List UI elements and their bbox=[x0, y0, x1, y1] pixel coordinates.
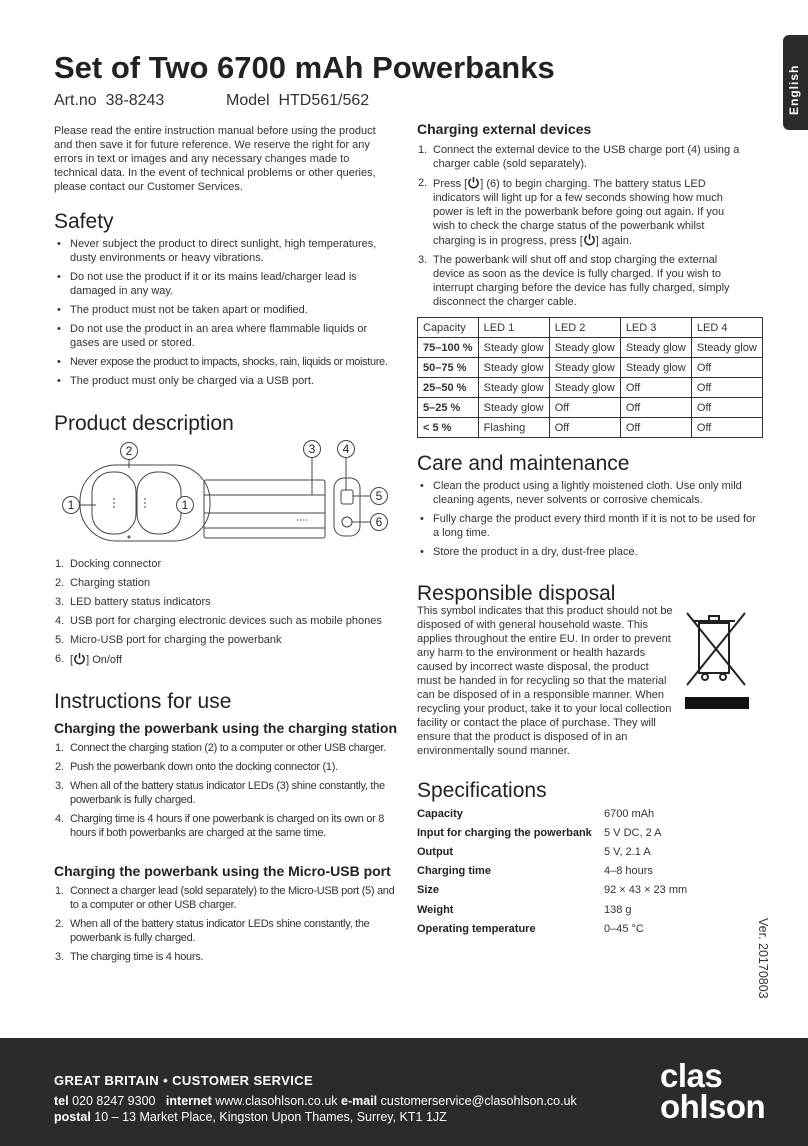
list-item: 3. When all of the battery status indicator LEDs (3) shine constantly, the powerbank is fully charged. bbox=[55, 780, 385, 806]
list-item: 3. The powerbank will shut off and stop charging the external device as soon as the device is fully charged. If you wish to interrupt charging before the device has fully charged, simply disconnect the charger cable. bbox=[418, 254, 730, 308]
callout-label: 4 bbox=[342, 442, 350, 456]
table-row bbox=[418, 418, 763, 438]
table-row bbox=[418, 378, 763, 398]
table-cell: Off bbox=[691, 418, 762, 438]
footer-contact-line: tel 020 8247 9300 internet www.clasohlson.co.uk e-mail customerservice@clasohlson.co.uk bbox=[54, 1094, 577, 1108]
list-item: • Clean the product using a lightly moistened cloth. Use only mild cleaning agents, never solvents or corrosive chemicals. bbox=[417, 479, 757, 507]
page-title: Set of Two 6700 mAh Powerbanks bbox=[54, 50, 555, 85]
weee-bin-icon bbox=[683, 605, 755, 709]
product-illustration bbox=[54, 440, 399, 550]
power-icon bbox=[467, 176, 480, 189]
callout-label: 1 bbox=[67, 498, 75, 512]
footer-postal-line: postal 10 – 13 Market Place, Kingston Upon Thames, Surrey, KT1 1JZ bbox=[54, 1110, 447, 1124]
list-item: 3. LED battery status indicators bbox=[55, 596, 211, 608]
table-cell: Off bbox=[549, 398, 620, 418]
list-item: • Store the product in a dry, dust-free place. bbox=[417, 545, 757, 559]
list-item: 4. USB port for charging electronic devices such as mobile phones bbox=[55, 615, 382, 627]
version-label: Ver. 20170803 bbox=[756, 918, 770, 999]
callout-label: 1 bbox=[181, 498, 189, 512]
table-cell: Steady glow bbox=[478, 378, 549, 398]
table-cell: Steady glow bbox=[549, 378, 620, 398]
table-cell: Off bbox=[620, 378, 691, 398]
parts-list bbox=[54, 557, 399, 672]
list-item: 2. When all of the battery status indicator LEDs shine constantly, the powerbank is fully charged. bbox=[55, 918, 370, 944]
column-header: LED 2 bbox=[549, 318, 620, 338]
list-item: 1. Docking connector bbox=[55, 558, 162, 570]
table-cell: Off bbox=[549, 418, 620, 438]
specifications-heading: Specifications bbox=[417, 779, 547, 802]
column-header: LED 4 bbox=[691, 318, 762, 338]
table-cell: Steady glow bbox=[478, 358, 549, 378]
list-item: 3. The charging time is 4 hours. bbox=[55, 951, 204, 963]
list-item: 5. Micro-USB port for charging the powerbank bbox=[55, 634, 282, 646]
table-cell: Steady glow bbox=[478, 338, 549, 358]
care-heading: Care and maintenance bbox=[417, 452, 630, 475]
table-cell: Off bbox=[620, 398, 691, 418]
micro-usb-steps bbox=[54, 884, 399, 969]
column-header: LED 1 bbox=[478, 318, 549, 338]
model bbox=[226, 92, 369, 110]
table-cell: Off bbox=[691, 398, 762, 418]
callout-label: 5 bbox=[375, 489, 383, 503]
art-no-label: Art.no bbox=[54, 92, 97, 109]
list-item: 4. Charging time is 4 hours if one powerbank is charged on its own or 8 hours if both powerbanks are charged at the same time. bbox=[55, 813, 385, 839]
station-steps bbox=[54, 741, 399, 845]
table-cell: < 5 % bbox=[418, 418, 479, 438]
art-no-value: 38-8243 bbox=[105, 92, 165, 109]
model-label: Model bbox=[226, 92, 270, 109]
list-item: • Never subject the product to direct sunlight, high temperatures, dusty environments or heavy vibrations. bbox=[54, 237, 399, 265]
list-item: • Never expose the product to impacts, shocks, rain, liquids or moisture. bbox=[54, 355, 399, 369]
list-item: 2. Push the powerbank down onto the docking connector (1). bbox=[55, 761, 338, 773]
table-row bbox=[418, 398, 763, 418]
list-item: 1. Connect the charging station (2) to a computer or other USB charger. bbox=[55, 742, 386, 754]
website-link[interactable]: www.clasohlson.co.uk bbox=[215, 1094, 338, 1108]
external-heading: Charging external devices bbox=[417, 121, 592, 137]
list-item: 2. Charging station bbox=[55, 577, 151, 589]
list-item: • Fully charge the product every third month if it is not to be used for a long time. bbox=[417, 512, 757, 540]
table-cell: 25–50 % bbox=[418, 378, 479, 398]
station-heading: Charging the powerbank using the charging station bbox=[54, 720, 398, 736]
table-cell: Flashing bbox=[478, 418, 549, 438]
instructions-heading: Instructions for use bbox=[54, 690, 232, 713]
disposal-text: This symbol indicates that this product should not be disposed of with general household waste. This applies throughout the entire EU. In order to prevent any harm to the environment or health hazards caused by incorrect waste disposal, the product must be handed in for recycling so that the material can be disposed of in a responsible manner. When recycling your product, take it to your local collection facility or contact the place of purchase. They will ensure that the product is disposed of in an environmentally sound manner. bbox=[417, 605, 673, 757]
power-icon bbox=[583, 233, 596, 246]
powerbank-drawing bbox=[204, 480, 325, 538]
art-no bbox=[54, 92, 164, 110]
postal-address: 10 – 13 Market Place, Kingston Upon Thames, Surrey, KT1 1JZ bbox=[94, 1110, 447, 1124]
clas-ohlson-logo: clas ohlson bbox=[660, 1057, 766, 1125]
care-list bbox=[417, 479, 757, 564]
model-value: HTD561/562 bbox=[278, 92, 370, 109]
callout-label: 3 bbox=[308, 442, 316, 456]
list-item: • The product must only be charged via a USB port. bbox=[54, 374, 399, 388]
list-item: 2. Press [ ] (6) to begin charging. The battery status LED indicators will light up for a few seconds showing how much power is left in the powerbank before going out again. If you wish to check the charge status of the powerbank whilst charging is in progress, press [ ] again. bbox=[418, 177, 725, 247]
table-cell: Steady glow bbox=[549, 338, 620, 358]
safety-heading: Safety bbox=[54, 210, 114, 233]
table-cell: Steady glow bbox=[478, 398, 549, 418]
intro-text: Please read the entire instruction manual before using the product and then save it for future reference. We reserve the right for any errors in text or images and any necessary changes made to technical data. In the event of technical problems or other queries, please contact our Customer Services. bbox=[54, 125, 376, 193]
safety-list bbox=[54, 237, 399, 393]
phone-number: 020 8247 9300 bbox=[72, 1094, 156, 1108]
list-item: • Do not use the product in an area where flammable liquids or gases are used or stored. bbox=[54, 322, 399, 350]
list-item: 1. Connect a charger lead (sold separately) to the Micro-USB port (5) and to a computer or other USB charger. bbox=[55, 885, 395, 911]
table-header-row bbox=[418, 318, 763, 338]
table-cell: Steady glow bbox=[549, 358, 620, 378]
footer bbox=[0, 1038, 808, 1146]
footer-region: GREAT BRITAIN • CUSTOMER SERVICE bbox=[54, 1073, 314, 1088]
powerbank-end-drawing bbox=[334, 478, 360, 536]
callout-label: 2 bbox=[125, 444, 133, 458]
product-description-heading: Product description bbox=[54, 412, 234, 435]
table-cell: 75–100 % bbox=[418, 338, 479, 358]
power-icon bbox=[73, 652, 86, 665]
list-item: • The product must not be taken apart or modified. bbox=[54, 303, 399, 317]
table-cell: 5–25 % bbox=[418, 398, 479, 418]
language-tab bbox=[783, 35, 808, 130]
external-steps bbox=[417, 143, 747, 314]
list-item: 1. Connect the external device to the USB charge port (4) using a charger cable (sold separately). bbox=[418, 144, 740, 170]
table-cell: Steady glow bbox=[691, 338, 762, 358]
table-row bbox=[418, 358, 763, 378]
led-status-table bbox=[417, 317, 763, 438]
column-header: LED 3 bbox=[620, 318, 691, 338]
callout-label: 6 bbox=[375, 515, 383, 529]
table-cell: Steady glow bbox=[620, 338, 691, 358]
table-cell: Steady glow bbox=[620, 358, 691, 378]
table-cell: Off bbox=[620, 418, 691, 438]
disposal-heading: Responsible disposal bbox=[417, 582, 616, 605]
table-cell: 50–75 % bbox=[418, 358, 479, 378]
table-cell: Off bbox=[691, 358, 762, 378]
email-link[interactable]: customerservice@clasohlson.co.uk bbox=[380, 1094, 577, 1108]
language-tab-label: English bbox=[787, 64, 801, 115]
list-item: • Do not use the product if it or its mains lead/charger lead is damaged in any way. bbox=[54, 270, 399, 298]
list-item: 6. [ ] On/off bbox=[55, 653, 122, 666]
micro-usb-heading: Charging the powerbank using the Micro-USB port bbox=[54, 863, 391, 879]
table-cell: Off bbox=[691, 378, 762, 398]
column-header: Capacity bbox=[418, 318, 479, 338]
table-row bbox=[418, 338, 763, 358]
